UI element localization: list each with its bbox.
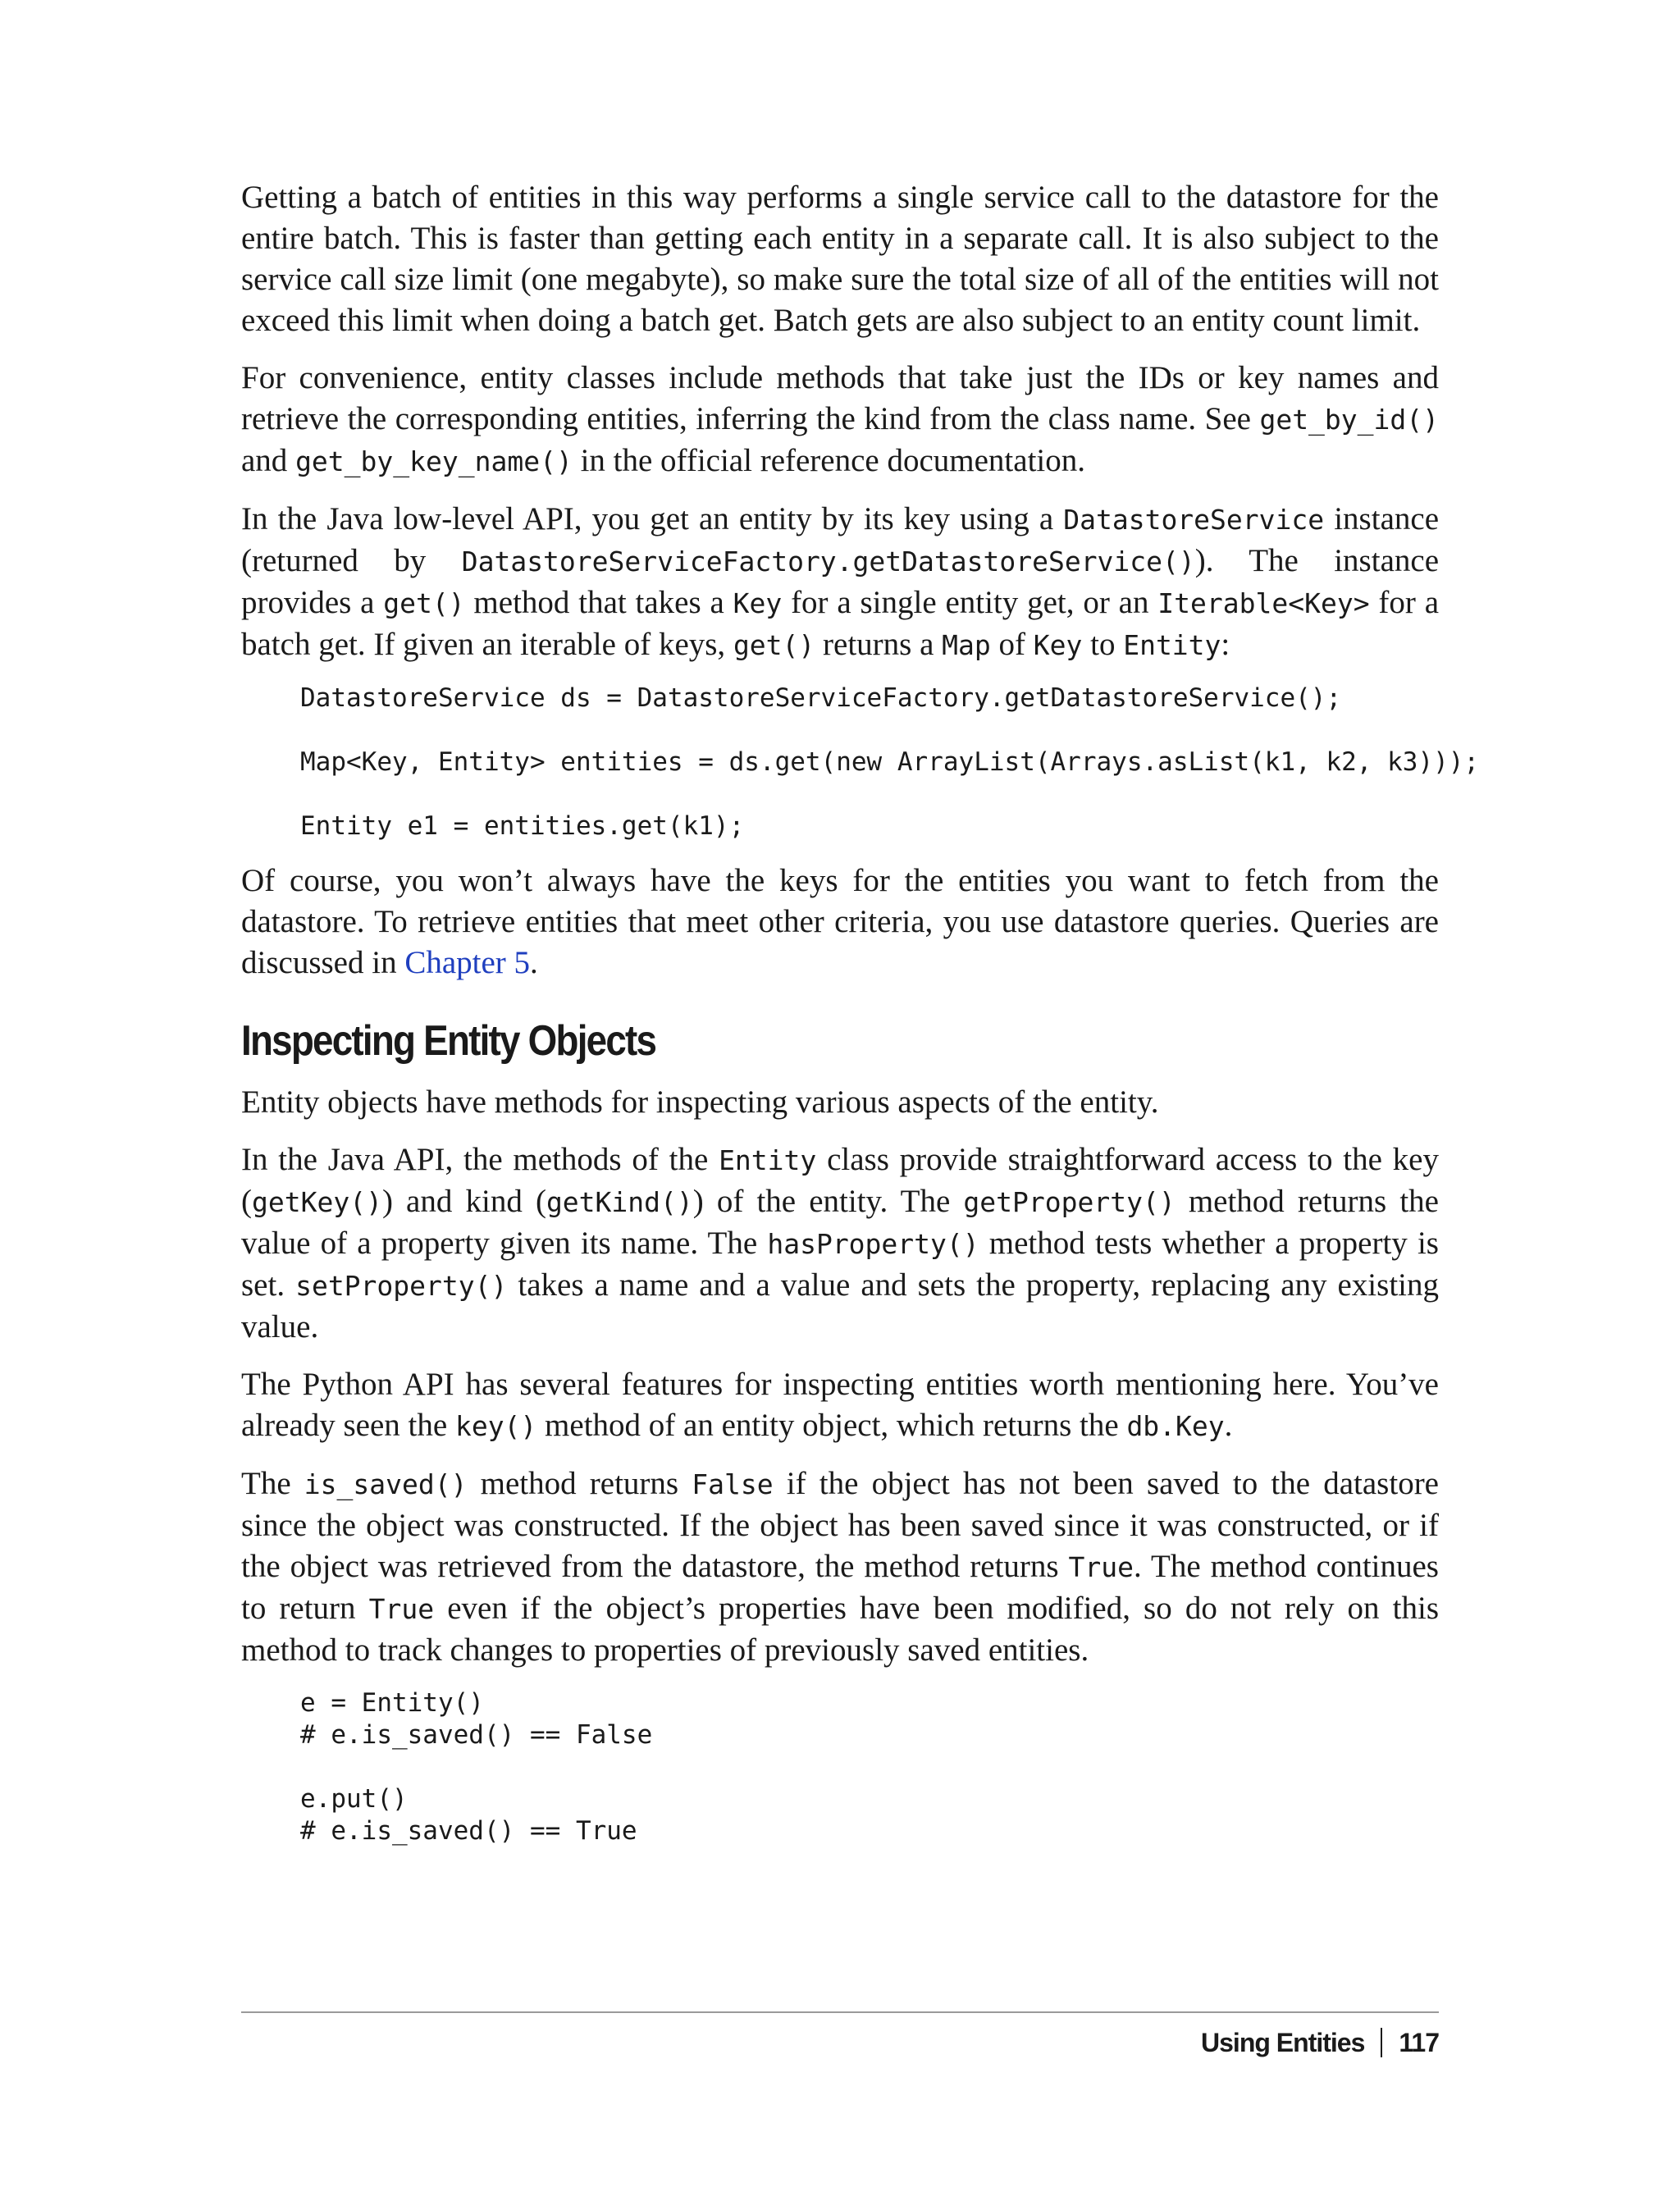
inline-code: Map <box>942 629 991 661</box>
paragraph-java-low-level-api: In the Java low-level API, you get an entity by its key using a DatastoreService instance (returned by DatastoreServiceFactory.getDatastoreService()). The instance provides a get() method that takes a Key for a single entity get, or an Iterable<Key> for a batch get. If given an iterable of keys, get() returns a Map of Key to Entity: <box>241 501 1440 662</box>
inline-code: db.Key <box>1126 1410 1225 1442</box>
inline-code: DatastoreServiceFactory.getDatastoreService() <box>461 546 1195 578</box>
inline-code: getProperty() <box>963 1186 1176 1218</box>
paragraph-java-entity-methods: In the Java API, the methods of the Entity class provide straightforward access to the key (getKey()) and kind (getKind()) of the entity. The getProperty() method returns the value of a property given its name. The hasProperty() method tests whether a property is set. setProperty() takes a name and a value and sets the property, replacing any existing value. <box>241 1142 1439 1344</box>
code-block-java: DatastoreService ds = DatastoreServiceFactory.getDatastoreService(); Map<Key, Entity> entities = ds.get(new ArrayList(Arrays.asList(k1, k2, k3))); Entity e1 = entities.get(k1); <box>300 683 1480 841</box>
inline-code: getKind() <box>546 1186 693 1218</box>
paragraph-queries-note: Of course, you won’t always have the keys for the entities you want to fetch from the datastore. To retrieve entities that meet other criteria, you use datastore queries. Queries are discussed in Chapter 5. <box>241 863 1439 980</box>
inline-code: is_saved() <box>304 1468 468 1500</box>
inline-code: getKey() <box>252 1186 382 1218</box>
code-block-python: e = Entity() # e.is_saved() == False e.put() # e.is_saved() == True <box>300 1688 653 1846</box>
footer-separator <box>1381 2028 1382 2057</box>
inline-code: True <box>368 1593 435 1625</box>
footer-divider <box>241 2011 1439 2013</box>
running-footer-title: Using Entities <box>1201 2028 1365 2057</box>
paragraph-convenience-methods: For convenience, entity classes include methods that take just the IDs or key names and retrieve the corresponding entities, inferring the kind from the class name. See get_by_id() and get_by_key_name() in the official reference documentation. <box>241 360 1439 478</box>
inline-code: Entity <box>1123 629 1221 661</box>
paragraph-is-saved: The is_saved() method returns False if the object has not been saved to the datastore since the object was constructed. If the object has been saved since it was constructed, or if the object was retrieved from the datastore, the method returns True. The method continues to return True even if the object’s properties have been modified, so do not rely on this method to track changes to properties of previously saved entities. <box>241 1466 1439 1668</box>
paragraph-python-api: The Python API has several features for inspecting entities worth mentioning here. You’ve already seen the key() method of an entity object, which returns the db.Key. <box>241 1367 1439 1443</box>
inline-code: get_by_key_name() <box>295 445 573 477</box>
page-footer <box>1201 2025 1439 2061</box>
paragraph-batch-get: Getting a batch of entities in this way performs a single service call to the datastore for the entire batch. This is faster than getting each entity in a separate call. It is also subject to the service call size limit (one megabyte), so make sure the total size of all of the entities will not exceed this limit when doing a batch get. Batch gets are also subject to an entity count limit. <box>241 180 1439 338</box>
inline-code: Entity <box>719 1144 817 1176</box>
page-number: 117 <box>1399 2028 1439 2057</box>
page-body <box>241 177 1480 1865</box>
inline-code: Key <box>733 587 783 619</box>
paragraph-entity-intro: Entity objects have methods for inspecting various aspects of the entity. <box>241 1084 1159 1120</box>
section-heading: Inspecting Entity Objects <box>241 1017 656 1065</box>
inline-code: Iterable<Key> <box>1157 587 1370 619</box>
inline-code: setProperty() <box>295 1270 508 1302</box>
inline-code: False <box>692 1468 774 1500</box>
chapter-5-link[interactable]: Chapter 5 <box>404 945 531 980</box>
inline-code: key() <box>454 1410 537 1442</box>
inline-code: get() <box>383 587 465 619</box>
inline-code: hasProperty() <box>767 1228 979 1260</box>
inline-code: get_by_id() <box>1259 404 1439 436</box>
inline-code: get() <box>733 629 815 661</box>
inline-code: Key <box>1033 629 1083 661</box>
inline-code: True <box>1068 1551 1134 1583</box>
inline-code: DatastoreService <box>1063 504 1325 536</box>
